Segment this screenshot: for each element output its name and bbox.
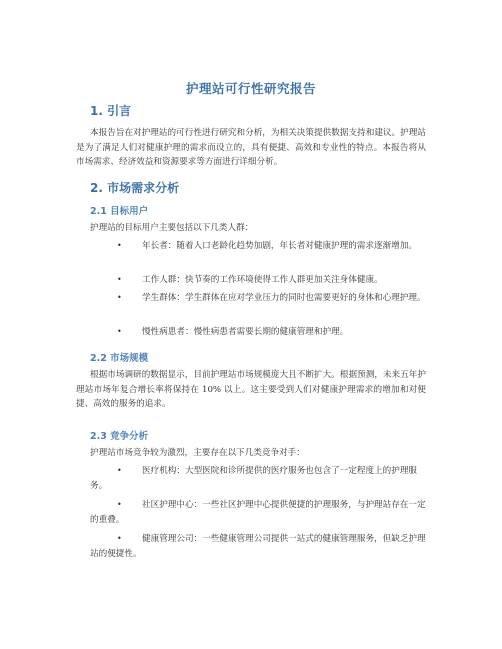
list-item [90,498,430,527]
section-2-1-heading: 2.1 目标用户 [90,206,149,217]
list-item-text: 社区护理中心：一些社区护理中心提供便捷的护理服务，与护理站存在一定的重叠。 [90,500,426,525]
list-item-text: 慢性病患者：慢性病患者需要长期的健康管理和护理。 [142,327,349,337]
list-item-text: 学生群体：学生群体在应对学业压力的同时也需要更好的身体和心理护理。 [142,293,426,303]
bullet-icon: • [117,293,122,302]
bullet-icon: • [117,534,122,543]
section-2-3-heading: 2.3 竞争分析 [90,431,149,442]
section-1-paragraph: 本报告旨在对护理站的可行性进行研究和分析，为相关决策提供数据支持和建议。护理站是为了满足人们对健康护理的需求而设立的，具有便捷、高效和专业性的特点。本报告将从市场需求、经济效益和资源要求等方面进行详细分析。 [76,128,426,167]
section-2-heading: 2. 市场需求分析 [90,181,180,195]
bullet-icon: • [117,500,122,509]
report-title: 护理站可行性研究报告 [185,81,316,96]
bullet-icon: • [117,241,122,250]
bullet-icon: • [117,275,122,284]
section-2-3-intro: 护理站市场竞争较为激烈，主要存在以下几类竞争对手： [90,448,305,458]
list-item [90,273,430,288]
bullet-icon: • [117,327,122,336]
bullet-icon: • [117,466,122,475]
section-2-2-heading: 2.2 市场规模 [90,353,149,364]
section-2-2-paragraph: 根据市场调研的数据显示，目前护理站市场规模庞大且不断扩大。根据预测，未来五年护理站市场年复合增长率将保持在 10% 以上。这主要受到人们对健康护理需求的增加和对便捷、高效的服务的追求。 [76,370,426,409]
list-item-text: 年长者：随着人口老龄化趋势加剧，年长者对健康护理的需求逐渐增加。 [142,241,418,251]
list-item [90,532,430,561]
list-item [90,464,430,493]
list-item [90,325,430,340]
list-item-text: 工作人群：快节奏的工作环境使得工作人群更加关注身体健康。 [142,275,383,285]
list-item [90,291,430,306]
section-1-heading: 1. 引言 [90,104,132,118]
list-item [90,239,430,254]
list-item-text: 医疗机构：大型医院和诊所提供的医疗服务也包含了一定程度上的护理服务。 [90,466,418,491]
section-2-1-intro: 护理站的目标用户主要包括以下几类人群： [90,223,254,233]
list-item-text: 健康管理公司：一些健康管理公司提供一站式的健康管理服务，但缺乏护理站的便捷性。 [90,534,426,559]
